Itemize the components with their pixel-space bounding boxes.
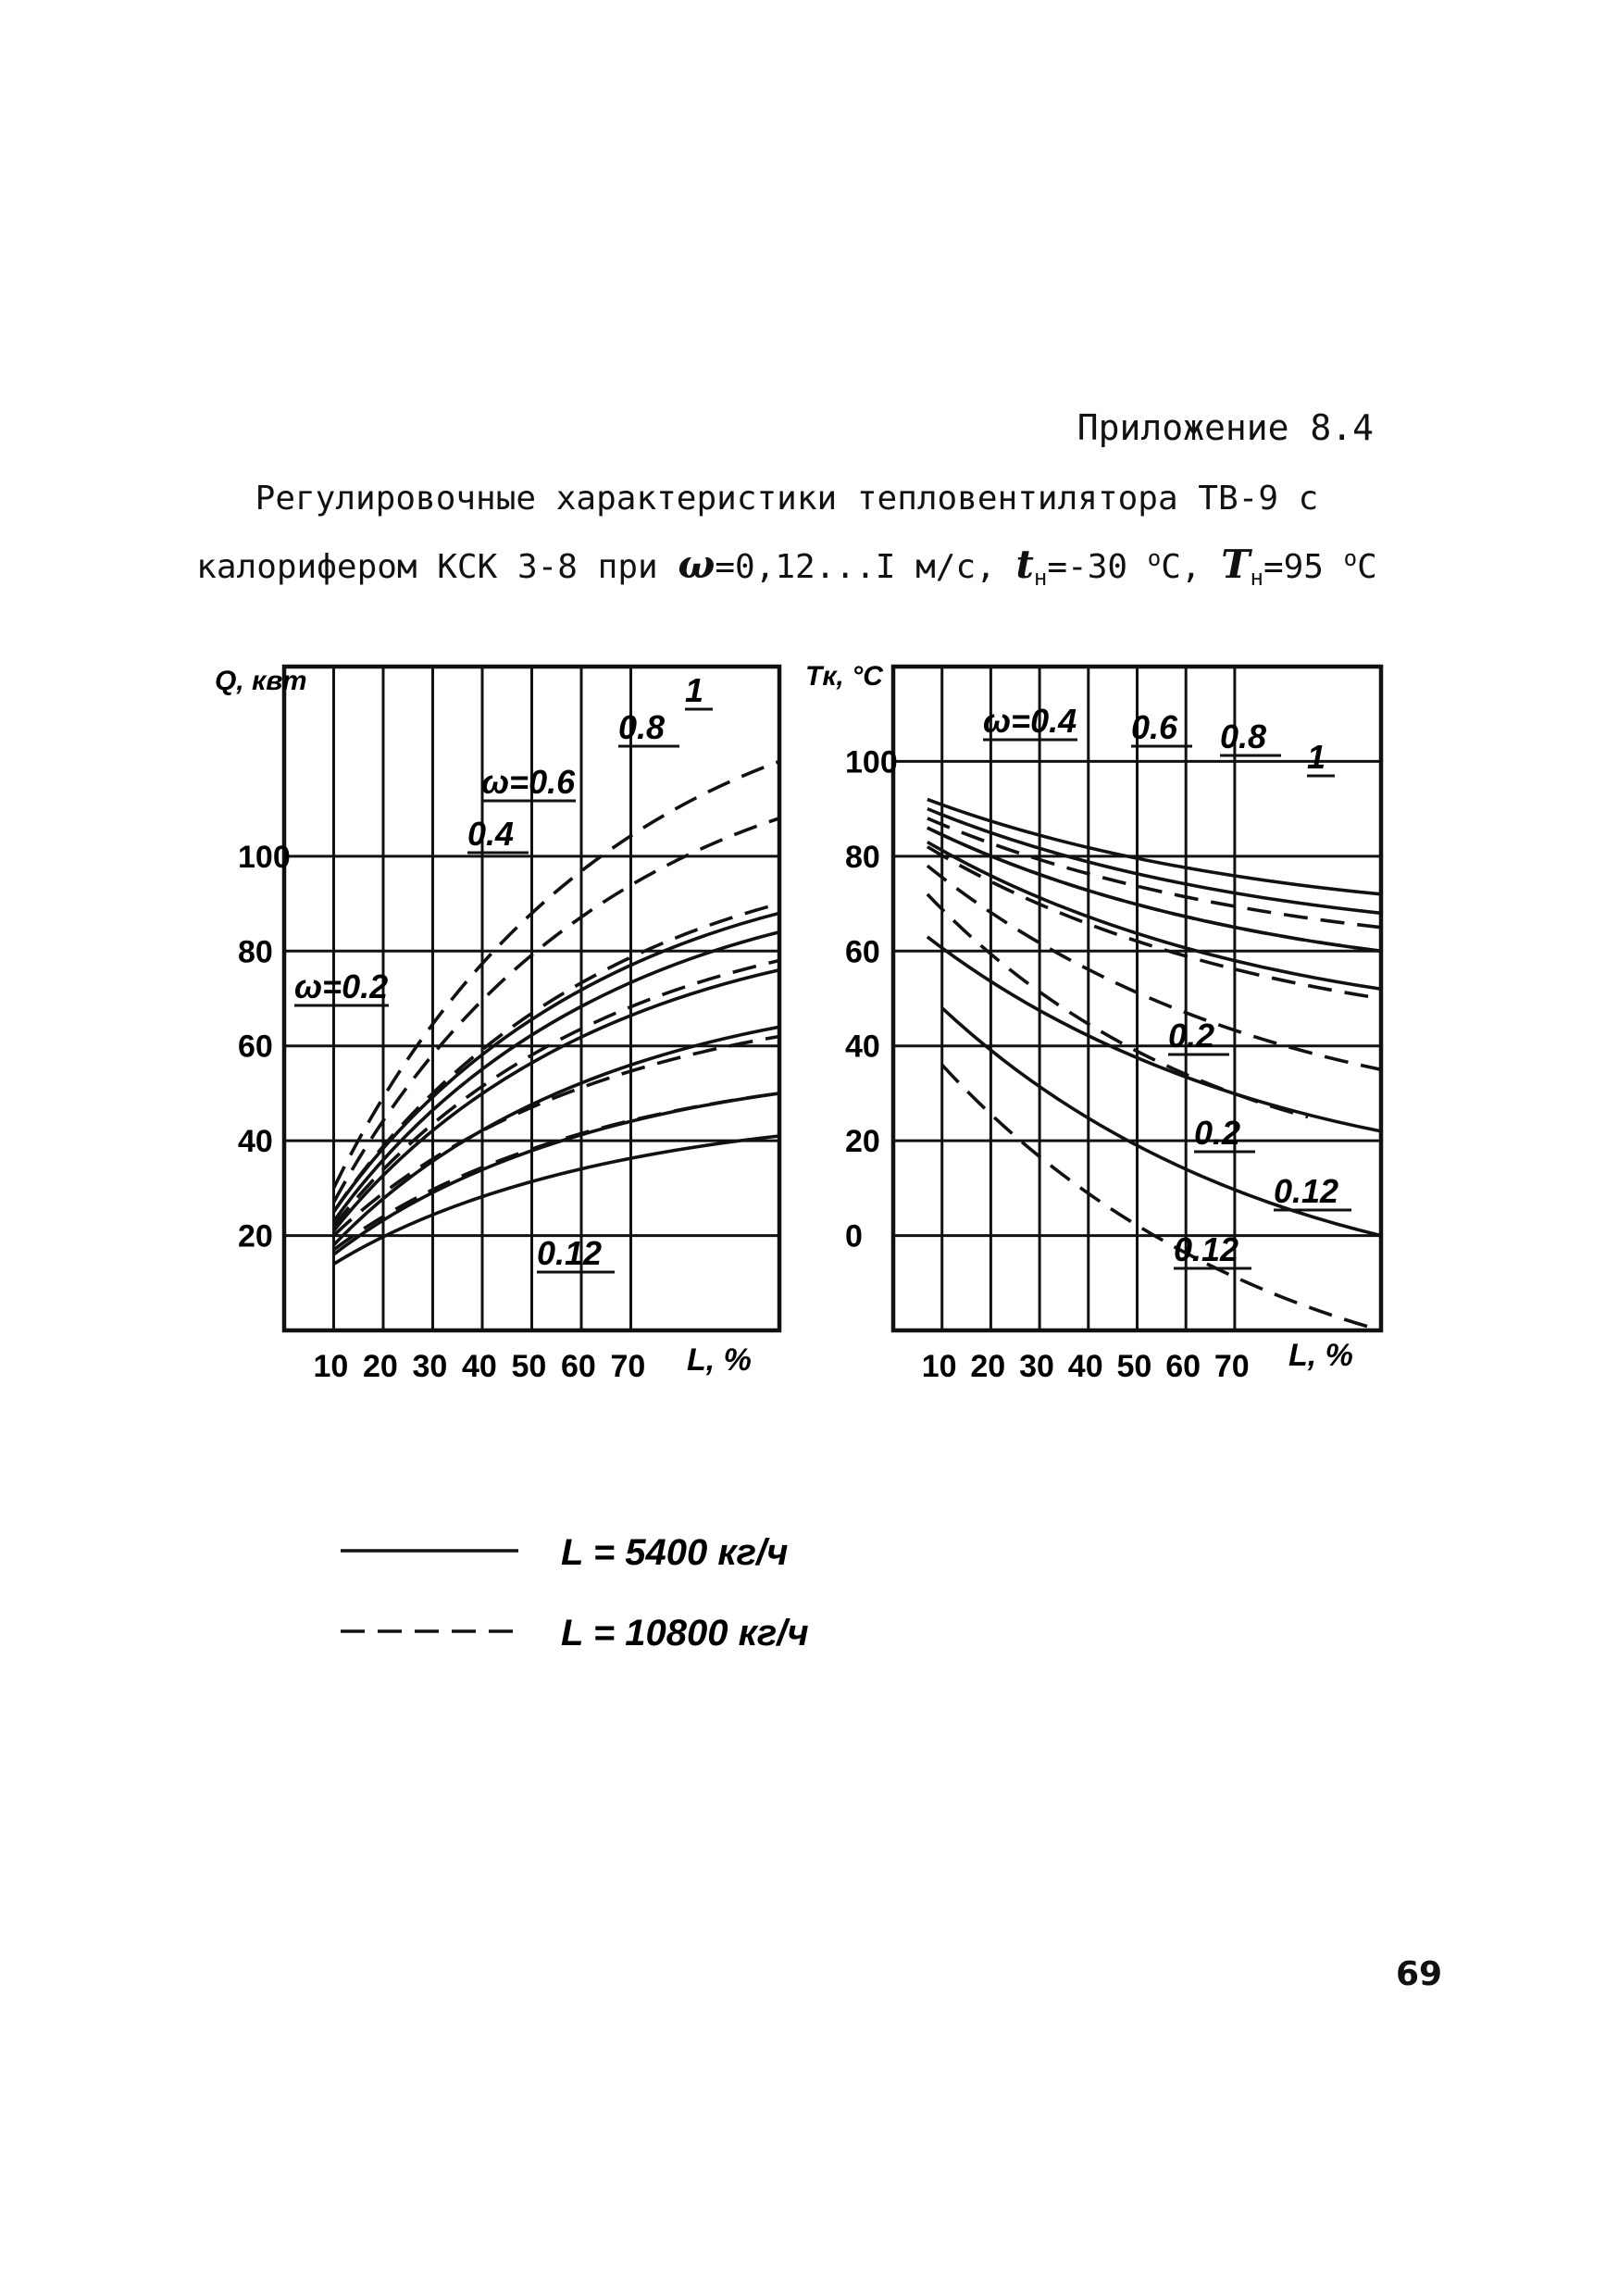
series-line-w0_8-L5400 [334,932,780,1221]
T-subscript: н [1250,565,1263,592]
t-subscript: н [1033,565,1048,592]
left-chart-curves [334,761,780,1264]
x-tick-label: 50 [1116,1349,1152,1384]
curve-label: ω=0.6 [481,763,576,801]
page-number: 69 [1396,1955,1443,1993]
series-line-w0_2-L5400 [927,937,1381,1131]
x-tick-label: 70 [610,1349,646,1384]
curve-label: ω=0.4 [983,702,1077,740]
series-line-w0_4-L5400 [334,1027,780,1245]
y-tick-label: 80 [238,934,273,970]
x-tick-label: 40 [1067,1349,1103,1384]
x-tick-label: 50 [511,1349,547,1384]
y-tick-label: 0 [845,1218,863,1254]
x-tick-label: 10 [313,1349,349,1384]
caption-line-1: Регулировочные характеристики тепловентилятора ТВ-9 с [255,480,1319,518]
x-tick-label: 30 [412,1349,448,1384]
x-tick-label: 20 [970,1349,1006,1384]
caption-prefix: калорифером КСК 3-8 при [196,548,658,586]
T-degree: о [1343,545,1358,571]
appendix-label: Приложение 8.4 [1077,407,1374,448]
curve-label: 0.4 [467,815,515,853]
y-tick-label: 40 [845,1029,880,1065]
left-chart [215,666,779,1384]
curve-label: 0.12 [537,1234,603,1272]
series-line-w1-L5400 [927,799,1381,893]
y-tick-label: 40 [238,1124,273,1160]
curve-label: 0.8 [1220,718,1267,755]
x-tick-label: 70 [1214,1349,1250,1384]
x-tick-label: 30 [1019,1349,1054,1384]
y-tick-label: 100 [238,839,291,875]
legend-dashed-label: L = 10800 кг/ч [561,1613,809,1653]
T-symbol: T [1221,542,1251,587]
left-chart-ticks [238,840,645,1384]
x-tick-label: 60 [1165,1349,1201,1384]
curve-label: 1 [1307,738,1326,776]
omega-range: =0,12...I м/с, [715,548,996,586]
x-tick-label: 40 [462,1349,497,1384]
y-tick-label: 20 [845,1124,880,1160]
series-line-w0_12-L10800 [334,1093,780,1250]
x-tick-label: 10 [921,1349,957,1384]
series-line-w0_6-L5400 [334,970,780,1231]
series-line-w0_4-L10800 [927,866,1381,1069]
T-value: =95 [1263,548,1324,586]
right-chart-ticks [845,744,1250,1384]
curve-label: 0.8 [618,708,666,746]
right-chart-curves [927,799,1381,1330]
curve-label: 0.2 [1194,1114,1241,1152]
series-line-w1-L5400 [334,913,780,1212]
y-tick-label: 60 [238,1029,273,1065]
legend [341,1532,809,1653]
right-chart [805,661,1381,1384]
t-symbol: t [1015,542,1034,587]
curve-label: 0.12 [1274,1172,1339,1210]
x-tick-label: 20 [363,1349,398,1384]
omega-symbol: ω [678,542,716,587]
legend-solid-label: L = 5400 кг/ч [561,1532,789,1573]
right-y-axis-label: Tк, °C [805,661,883,692]
curve-label: 0.2 [1168,1017,1215,1054]
x-tick-label: 60 [561,1349,596,1384]
T-unit: С [1357,548,1377,586]
t-degree: о [1147,545,1162,571]
curve-label: ω=0.2 [294,967,389,1005]
left-y-axis-label: Q, квт [215,666,307,696]
curve-label: 0.6 [1131,708,1178,746]
t-value: =-30 [1047,548,1128,586]
series-line-w1-L10800 [334,761,780,1188]
y-tick-label: 20 [238,1218,273,1254]
right-x-axis-label: L, % [1288,1338,1353,1373]
left-x-axis-label: L, % [687,1342,752,1378]
curve-label: 1 [685,671,704,709]
t-unit: С, [1161,548,1201,586]
y-tick-label: 60 [845,934,880,970]
y-tick-label: 100 [845,744,898,780]
series-line-w0_6-L10800 [927,847,1381,999]
curve-label: 0.12 [1174,1230,1239,1268]
y-tick-label: 80 [845,839,880,875]
